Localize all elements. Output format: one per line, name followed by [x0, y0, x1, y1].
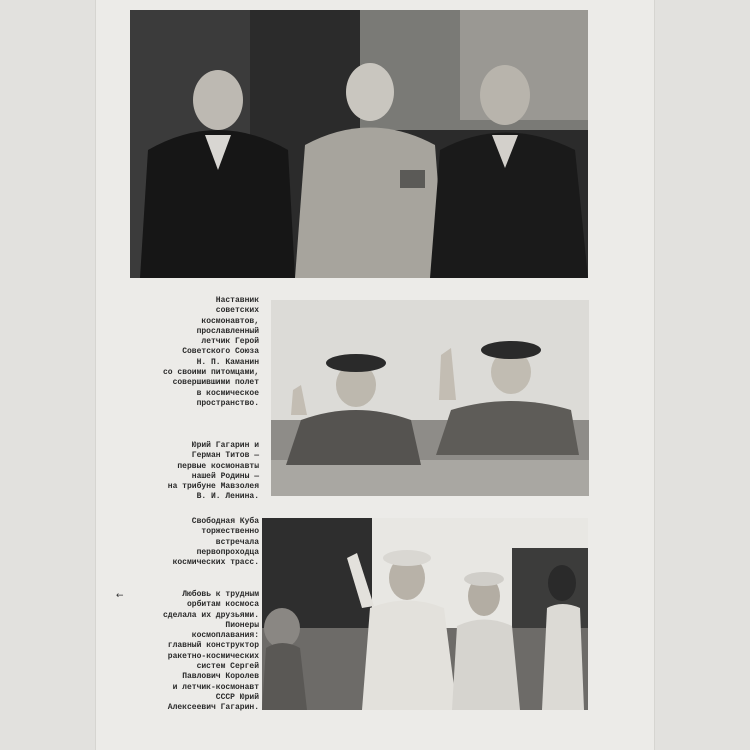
caption-line: нашей Родины —: [191, 471, 259, 481]
photo-kamanin-with-cosmonauts: [130, 10, 588, 278]
caption-gagarin-titov: [126, 441, 259, 503]
caption-kamanin: [126, 296, 259, 409]
caption-line: совершившими полет: [172, 378, 259, 388]
caption-line: систем Сергей: [196, 662, 259, 672]
caption-line: орбитам космоса: [186, 600, 259, 610]
caption-line: ракетно-космических: [167, 651, 259, 661]
caption-line: торжественно: [201, 527, 259, 537]
caption-line: пространство.: [196, 398, 259, 408]
caption-line: Н. П. Каманин: [196, 357, 259, 367]
left-arrow-icon: ←: [116, 591, 124, 601]
caption-line: первые космонавты: [177, 461, 259, 471]
caption-line: Любовь к трудным: [182, 590, 259, 599]
caption-line: космонавтов,: [201, 316, 259, 326]
caption-line: и летчик-космонавт: [172, 682, 259, 692]
caption-line: Свободная Куба: [191, 517, 259, 526]
caption-line: сделала их друзьями.: [162, 610, 259, 620]
caption-line: Алексеевич Гагарин.: [167, 703, 259, 713]
caption-line: в космическое: [196, 388, 259, 398]
caption-line: космоплавания:: [191, 631, 259, 641]
caption-line: СССР Юрий: [215, 692, 259, 702]
caption-line: прославленный: [196, 326, 259, 336]
caption-line: советских: [215, 306, 259, 316]
caption-line: на трибуне Мавзолея: [167, 482, 259, 492]
caption-line: Советского Союза: [182, 347, 259, 357]
caption-cuba: [126, 517, 259, 568]
caption-line: Наставник: [215, 296, 259, 305]
caption-line: Герман Титов —: [191, 451, 259, 461]
photo-bot-image: [262, 518, 588, 710]
caption-line: космических трасс.: [172, 558, 259, 568]
caption-line: первопроходца: [196, 547, 259, 557]
caption-line: Павлович Королев: [182, 672, 259, 682]
caption-line: летчик Герой: [201, 337, 259, 347]
caption-line: Пионеры: [225, 620, 259, 630]
caption-line: В. И. Ленина.: [196, 492, 259, 502]
photo-mid-image: [271, 300, 589, 496]
caption-line: главный конструктор: [167, 641, 259, 651]
caption-line: Юрий Гагарин и: [191, 441, 259, 450]
photo-top-image: [130, 10, 588, 278]
photo-gagarin-cuba: [262, 518, 588, 710]
caption-line: встречала: [215, 537, 259, 547]
book-page: [96, 0, 654, 750]
caption-korolev-gagarin: [126, 590, 259, 714]
photo-gagarin-titov-tribune: [271, 300, 589, 496]
caption-line: со своими питомцами,: [162, 368, 259, 378]
